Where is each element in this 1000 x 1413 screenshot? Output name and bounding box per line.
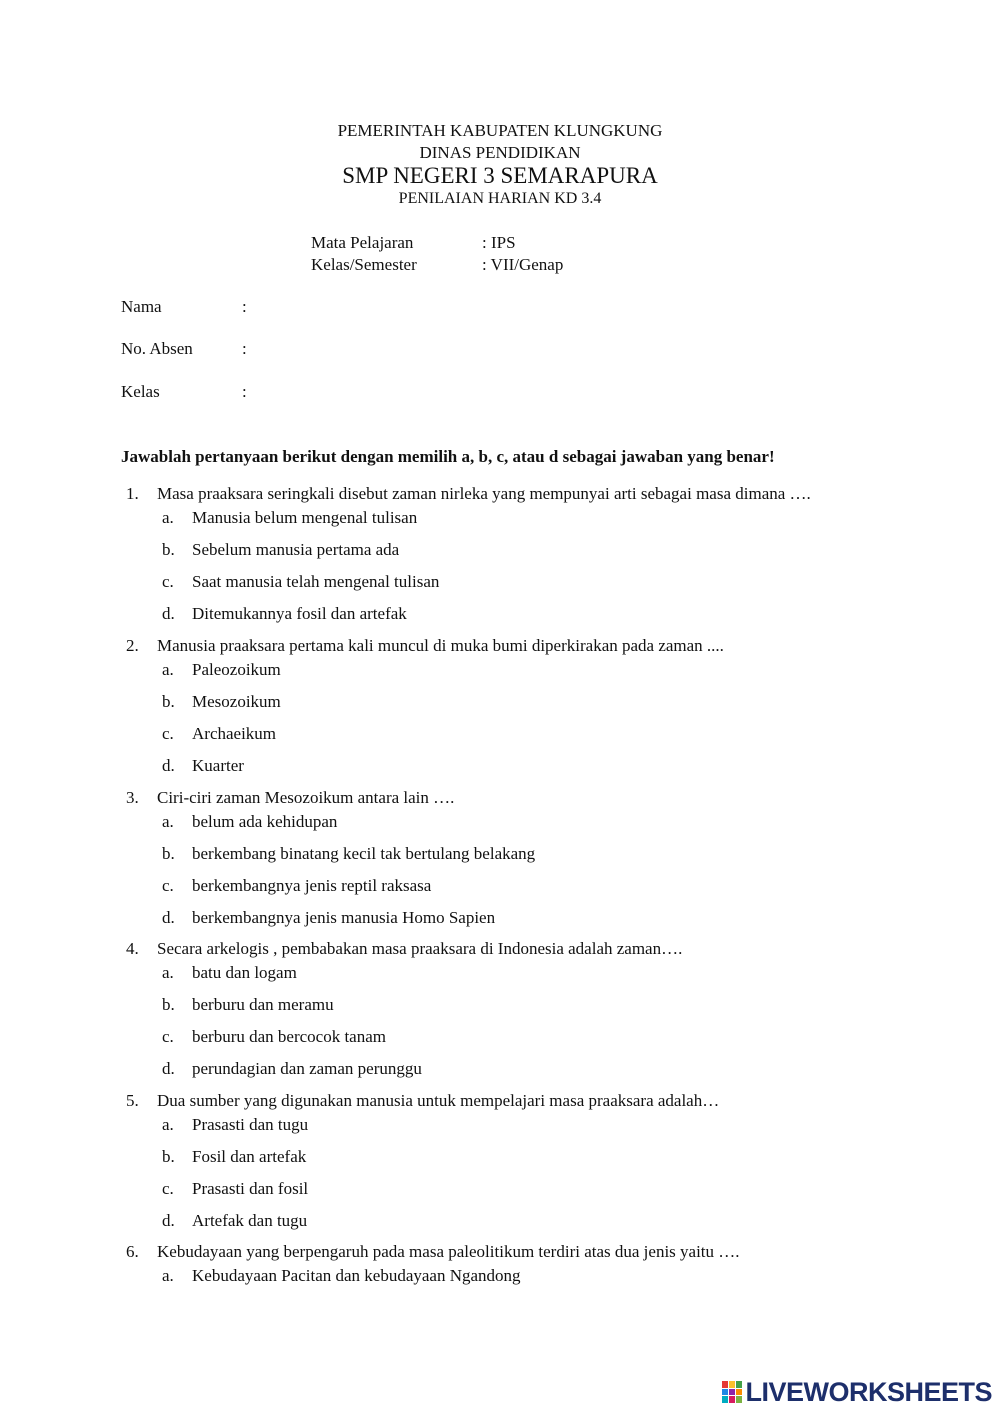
school-name: SMP NEGERI 3 SEMARAPURA [342, 163, 658, 188]
option-letter[interactable]: a. [162, 1115, 174, 1134]
name-label: Nama [121, 297, 162, 316]
option-text[interactable]: Manusia belum mengenal tulisan [192, 508, 418, 527]
question-number: 6. [126, 1242, 139, 1261]
option-text[interactable]: batu dan logam [192, 963, 297, 982]
option-letter[interactable]: b. [162, 1147, 175, 1166]
class-semester-label: Kelas/Semester [311, 255, 417, 274]
department-heading: DINAS PENDIDIKAN [419, 143, 581, 162]
option-text[interactable]: Sebelum manusia pertama ada [192, 540, 400, 559]
liveworksheets-logo-icon [722, 1381, 742, 1403]
option-text[interactable]: Prasasti dan tugu [192, 1115, 309, 1134]
assessment-title: PENILAIAN HARIAN KD 3.4 [398, 190, 602, 207]
option-text[interactable]: berkembang binatang kecil tak bertulang belakang [192, 844, 536, 863]
question-number: 3. [126, 788, 139, 807]
option-letter[interactable]: c. [162, 1027, 174, 1046]
option-letter[interactable]: d. [162, 756, 175, 775]
question-text: Ciri-ciri zaman Mesozoikum antara lain …. [157, 788, 455, 807]
option-letter[interactable]: c. [162, 724, 174, 743]
option-letter[interactable]: c. [162, 876, 174, 895]
option-text[interactable]: Kebudayaan Pacitan dan kebudayaan Ngandong [192, 1266, 521, 1285]
option-letter[interactable]: d. [162, 908, 175, 927]
option-text[interactable]: belum ada kehidupan [192, 812, 338, 831]
option-text[interactable]: Archaeikum [192, 724, 277, 743]
question-number: 4. [126, 939, 139, 958]
question-text: Manusia praaksara pertama kali muncul di muka bumi diperkirakan pada zaman .... [157, 636, 724, 655]
class-label: Kelas [121, 382, 160, 401]
absence-number-label: No. Absen [121, 339, 193, 358]
option-letter[interactable]: a. [162, 660, 174, 679]
absence-number-field[interactable]: : [242, 339, 247, 358]
option-letter[interactable]: a. [162, 812, 174, 831]
question-text: Masa praaksara seringkali disebut zaman nirleka yang mempunyai arti sebagai masa dimana …. [157, 484, 811, 503]
option-letter[interactable]: b. [162, 540, 175, 559]
option-text[interactable]: Prasasti dan fosil [192, 1179, 309, 1198]
option-letter[interactable]: b. [162, 844, 175, 863]
question-text: Kebudayaan yang berpengaruh pada masa paleolitikum terdiri atas dua jenis yaitu …. [157, 1242, 740, 1261]
option-text[interactable]: Artefak dan tugu [192, 1211, 308, 1230]
option-text[interactable]: berkembangnya jenis reptil raksasa [192, 876, 432, 895]
option-letter[interactable]: c. [162, 1179, 174, 1198]
option-letter[interactable]: a. [162, 508, 174, 527]
option-text[interactable]: berburu dan meramu [192, 995, 334, 1014]
option-text[interactable]: perundagian dan zaman perunggu [192, 1059, 422, 1078]
option-letter[interactable]: b. [162, 995, 175, 1014]
option-text[interactable]: Ditemukannya fosil dan artefak [192, 604, 407, 623]
class-semester-value: : VII/Genap [482, 255, 564, 274]
option-text[interactable]: Paleozoikum [192, 660, 281, 679]
name-field[interactable]: : [242, 297, 247, 316]
government-heading: PEMERINTAH KABUPATEN KLUNGKUNG [337, 121, 663, 140]
option-letter[interactable]: a. [162, 963, 174, 982]
class-field[interactable]: : [242, 382, 247, 401]
option-text[interactable]: berburu dan bercocok tanam [192, 1027, 386, 1046]
option-text[interactable]: Saat manusia telah mengenal tulisan [192, 572, 440, 591]
question-number: 2. [126, 636, 139, 655]
option-text[interactable]: berkembangnya jenis manusia Homo Sapien [192, 908, 496, 927]
subject-value: : IPS [482, 233, 516, 252]
option-letter[interactable]: a. [162, 1266, 174, 1285]
option-text[interactable]: Fosil dan artefak [192, 1147, 307, 1166]
liveworksheets-brand [722, 1376, 992, 1407]
brand-name: LIVEWORKSHEETS [745, 1376, 992, 1407]
option-text[interactable]: Kuarter [192, 756, 244, 775]
option-letter[interactable]: c. [162, 572, 174, 591]
option-letter[interactable]: d. [162, 1059, 175, 1078]
option-letter[interactable]: d. [162, 604, 175, 623]
option-letter[interactable]: d. [162, 1211, 175, 1230]
instruction-text: Jawablah pertanyaan berikut dengan memilih a, b, c, atau d sebagai jawaban yang benar! [121, 447, 775, 466]
question-text: Secara arkelogis , pembabakan masa praaksara di Indonesia adalah zaman…. [157, 939, 683, 958]
question-number: 5. [126, 1091, 139, 1110]
question-number: 1. [126, 484, 139, 503]
subject-label: Mata Pelajaran [311, 233, 414, 252]
option-letter[interactable]: b. [162, 692, 175, 711]
option-text[interactable]: Mesozoikum [192, 692, 281, 711]
question-text: Dua sumber yang digunakan manusia untuk mempelajari masa praaksara adalah… [157, 1091, 720, 1110]
